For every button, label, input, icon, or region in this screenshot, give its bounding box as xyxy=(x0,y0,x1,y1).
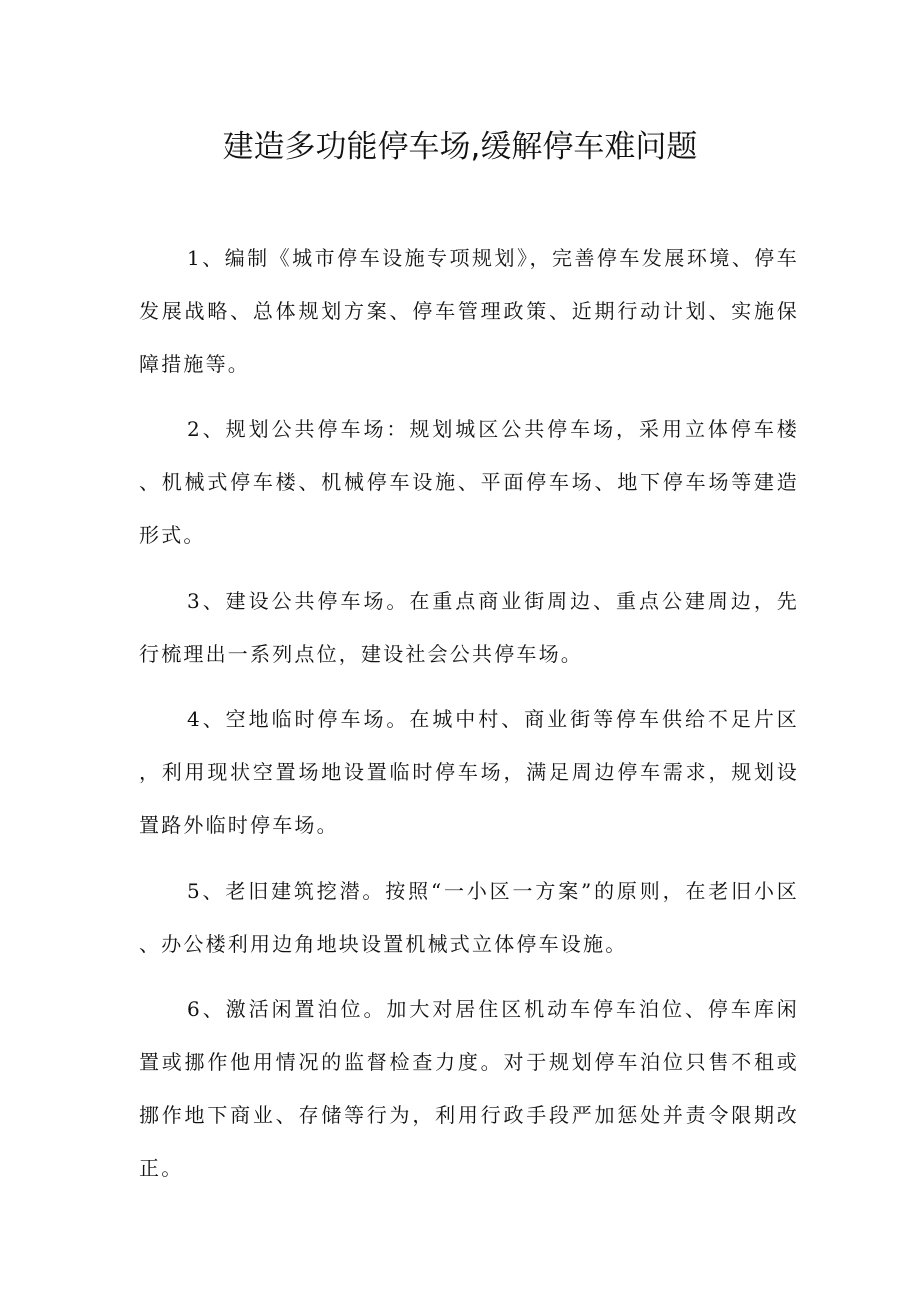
document-title: 建造多功能停车场,缓解停车难问题 xyxy=(222,129,698,165)
document-body xyxy=(139,232,799,1208)
paragraph-4: 4、空地临时停车场。在城中村、商业街等停车供给不足片区，利用现状空置场地设置临时停车场，满足周边停车需求，规划设置路外临时停车场。 xyxy=(139,707,799,837)
paragraph-6: 6、激活闲置泊位。加大对居住区机动车停车泊位、停车库闲置或挪作他用情况的监督检查力度。对于规划停车泊位只售不租或挪作地下商业、存储等行为，利用行政手段严加惩处并责令限期改正。 xyxy=(139,997,799,1180)
paragraph-1: 1、编制《城市停车设施专项规划》，完善停车发展环境、停车发展战略、总体规划方案、停车管理政策、近期行动计划、实施保障措施等。 xyxy=(139,246,799,376)
paragraph-5: 5、老旧建筑挖潜。按照“一小区一方案”的原则，在老旧小区、办公楼利用边角地块设置机械式立体停车设施。 xyxy=(139,878,799,956)
paragraph-2: 2、规划公共停车场：规划城区公共停车场，采用立体停车楼、机械式停车楼、机械停车设施、平面停车场、地下停车场等建造形式。 xyxy=(139,417,799,547)
paragraph-3: 3、建设公共停车场。在重点商业街周边、重点公建周边，先行梳理出一系列点位，建设社会公共停车场。 xyxy=(139,588,799,666)
